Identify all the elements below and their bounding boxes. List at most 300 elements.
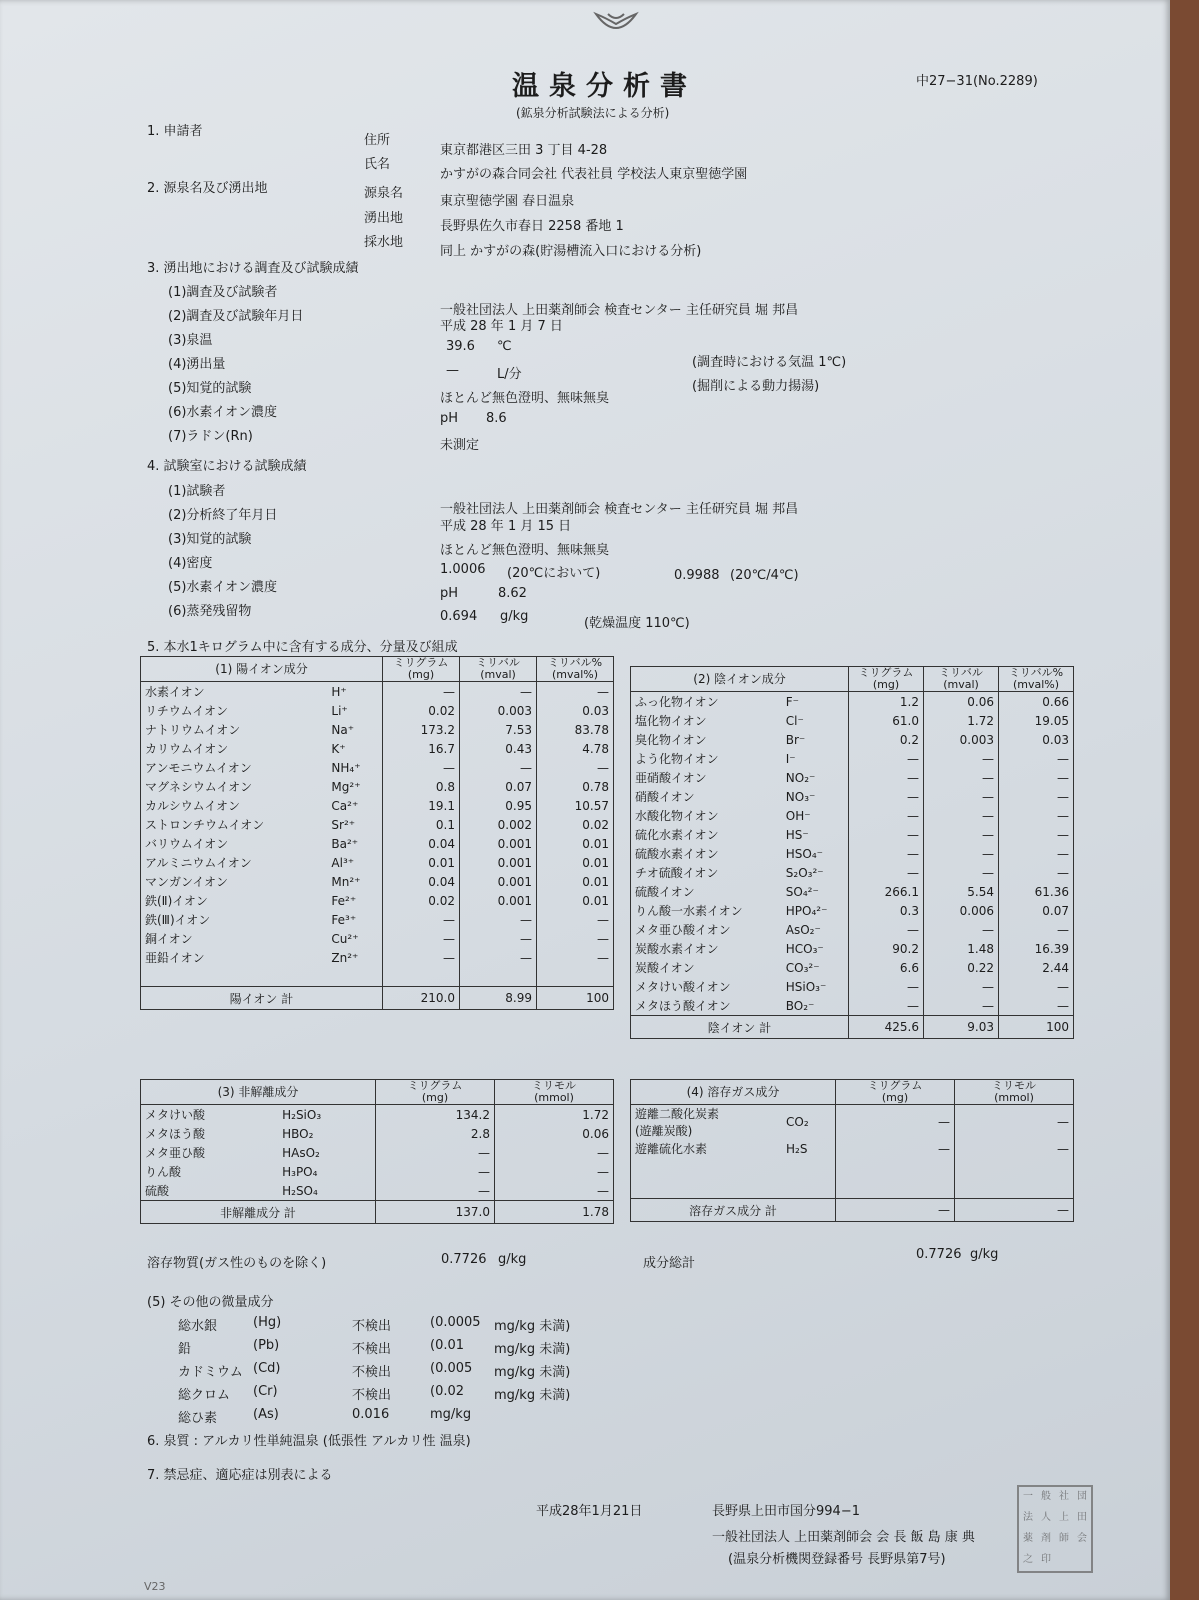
anion-head: (2) 陰イオン成分 [631,667,849,692]
cation-mg: 0.01 [383,853,460,872]
cation-h-mval: ミリバル (mval) [460,657,537,682]
nondiss-total-mg: 137.0 [376,1201,495,1224]
cation-mg: 0.02 [383,701,460,720]
anion-h-pct: ミリバル% (mval%) [999,667,1074,692]
sec4-item: (3)知覚的試験 [168,532,252,547]
sec3-radon: 未測定 [440,438,480,453]
sec4-item: (5)水素イオン濃度 [168,580,278,595]
gas-name [631,1139,783,1158]
footer-date: 平成28年1月21日 [536,1504,643,1519]
gas-row [631,1105,1074,1140]
sec3-flow: — [446,363,459,378]
spring-label: 湧出地 [364,211,404,226]
seal-glyph: 薬 [1023,1533,1033,1544]
anion-mval: 1.48 [924,939,999,958]
cation-row [141,701,614,720]
trace-unit: mg/kg 未満) [494,1319,571,1334]
anion-formula: Br⁻ [782,730,849,749]
anion-row [631,711,1074,730]
nondiss-name-text: りん酸 [145,1165,182,1179]
gas-name-text: 遊離硫化水素 [635,1142,708,1156]
cation-pct: 0.01 [537,853,614,872]
anion-name: りん酸一水素イオン [631,901,782,920]
anion-mg: — [849,768,924,787]
cation-h-pct: ミリバル% (mval%) [537,657,614,682]
anion-name: チオ硫酸イオン [631,863,782,882]
trace-symbol: (Pb) [253,1338,280,1353]
anion-mval: 0.22 [924,958,999,977]
sec3-item: (3)泉温 [168,333,213,348]
cation-row [141,834,614,853]
anion-mval: — [924,920,999,939]
cation-mval: 0.07 [460,777,537,796]
sec4-item: (6)蒸発残留物 [168,604,252,619]
nondiss-row [141,1124,614,1143]
anion-formula: HS⁻ [782,825,849,844]
cation-row [141,910,614,929]
trace-unit: mg/kg 未満) [494,1365,571,1380]
nondiss-name [141,1181,279,1201]
sec3-item: (5)知覚的試験 [168,381,252,396]
anion-mg: 61.0 [849,711,924,730]
nondiss-h-mg: ミリグラム (mg) [376,1080,495,1105]
seal-glyph: 社 [1059,1491,1069,1502]
anion-pct: — [999,825,1074,844]
nondiss-formula: HAsO₂ [278,1143,375,1162]
anion-pct: — [999,768,1074,787]
anion-name: 硝酸イオン [631,787,782,806]
anion-mg: 266.1 [849,882,924,901]
anion-name: ふっ化物イオン [631,692,782,712]
anion-pct: — [999,787,1074,806]
cation-formula: Zn²⁺ [327,948,382,967]
cation-mg: 16.7 [383,739,460,758]
sec3-examiner: 一般社団法人 上田薬剤師会 検査センター 主任研究員 堀 邦昌 [440,303,799,318]
anion-pct: 19.05 [999,711,1074,730]
anion-pct: 16.39 [999,939,1074,958]
cation-mval: 0.43 [460,739,537,758]
anion-pct: — [999,920,1074,939]
cation-mval: 0.001 [460,834,537,853]
gas-total-mmol: — [955,1199,1074,1222]
anion-mval: — [924,806,999,825]
total-unit: g/kg [970,1247,999,1262]
anion-pct: — [999,806,1074,825]
anion-total-pct: 100 [999,1016,1074,1039]
cation-pct: — [537,910,614,929]
cation-mg: 0.02 [383,891,460,910]
trace-symbol: (Hg) [253,1315,282,1330]
trace-name: 総水銀 [178,1319,218,1334]
gas-formula: H₂S [782,1139,835,1158]
cation-formula: Cu²⁺ [327,929,382,948]
anion-pct: 0.66 [999,692,1074,712]
sec4-label: 4. 試験室における試験成績 [147,459,307,474]
anion-mval: — [924,825,999,844]
anion-row [631,920,1074,939]
anion-name: メタほう酸イオン [631,996,782,1016]
total-value: 0.7726 [916,1247,962,1262]
anion-formula: BO₂⁻ [782,996,849,1016]
cation-mg: — [383,758,460,777]
dissolved-unit: g/kg [498,1252,527,1267]
anion-mval: — [924,787,999,806]
cation-pct: 83.78 [537,720,614,739]
sec1-label: 1. 申請者 [147,124,203,139]
cation-pct: 0.01 [537,872,614,891]
sec3-item: (4)湧出量 [168,357,226,372]
footer-org: 一般社団法人 上田薬剤師会 会 長 飯 島 康 典 [712,1530,975,1545]
gas-head: (4) 溶存ガス成分 [631,1080,836,1105]
anion-mg: — [849,825,924,844]
anion-formula: HSO₄⁻ [782,844,849,863]
anion-mg: 1.2 [849,692,924,712]
trace-value: mg/kg [430,1407,472,1422]
cation-formula: Al³⁺ [327,853,382,872]
cation-name: ストロンチウムイオン [141,815,328,834]
anion-mval: — [924,844,999,863]
anion-name: 硫化水素イオン [631,825,782,844]
anion-row [631,882,1074,901]
cation-table [140,656,614,1010]
cation-name: 鉄(Ⅱ)イオン [141,891,328,910]
sec4-date: 平成 28 年 1 月 15 日 [440,519,572,534]
cation-mg: 0.8 [383,777,460,796]
cation-pct: 4.78 [537,739,614,758]
anion-table [630,666,1074,1039]
anion-formula: AsO₂⁻ [782,920,849,939]
cation-formula: Ba²⁺ [327,834,382,853]
official-seal [1017,1485,1093,1573]
gas-mmol: — [955,1139,1074,1158]
anion-row [631,692,1074,712]
anion-formula: HPO₄²⁻ [782,901,849,920]
anion-row [631,939,1074,958]
nondiss-name-text: メタほう酸 [145,1127,206,1141]
anion-formula: Cl⁻ [782,711,849,730]
page-title: 温泉分析書 [512,71,697,102]
sec3-sensory: ほとんど無色澄明、無味無臭 [440,391,610,406]
cation-name: 亜鉛イオン [141,948,328,967]
sec4-ph-label: pH [440,586,459,601]
source-value: 東京聖徳学園 春日温泉 [440,194,575,209]
gas-h-mmol: ミリモル (mmol) [955,1080,1074,1105]
cation-mval: — [460,948,537,967]
anion-mg: — [849,977,924,996]
anion-row [631,730,1074,749]
trace-symbol: (Cr) [253,1384,278,1399]
anion-pct: — [999,749,1074,768]
trace-value: (0.0005 [430,1315,481,1330]
anion-mg: 0.2 [849,730,924,749]
nondiss-row [141,1181,614,1201]
trace-name: 鉛 [178,1342,192,1357]
anion-mval: 0.003 [924,730,999,749]
nondiss-total-mmol: 1.78 [495,1201,614,1224]
cation-pct: 0.78 [537,777,614,796]
trace-head: (5) その他の微量成分 [147,1295,274,1310]
cation-mg: 0.04 [383,834,460,853]
sec4-residue-note: (乾燥温度 110℃) [584,616,690,631]
anion-mg: 90.2 [849,939,924,958]
cation-name: マグネシウムイオン [141,777,328,796]
cation-pct: — [537,948,614,967]
sec4-density2-note: (20℃/4℃) [730,568,799,583]
trace-unit: mg/kg 未満) [494,1342,571,1357]
anion-mval: — [924,977,999,996]
cation-row [141,853,614,872]
anion-mval: — [924,749,999,768]
anion-formula: NO₃⁻ [782,787,849,806]
anion-total-row [631,1016,1074,1039]
sec3-item: (1)調査及び試験者 [168,285,278,300]
anion-mg: — [849,749,924,768]
anion-h-mval: ミリバル (mval) [924,667,999,692]
trace-value: (0.005 [430,1361,473,1376]
nondiss-mmol: 1.72 [495,1105,614,1125]
spring-value: 長野県佐久市春日 2258 番地 1 [440,219,624,234]
seal-glyph: 師 [1059,1533,1069,1544]
anion-mg: 0.3 [849,901,924,920]
nondiss-table [140,1079,614,1224]
nondiss-total-row [141,1201,614,1224]
dissolved-value: 0.7726 [441,1252,487,1267]
anion-mg: — [849,863,924,882]
gas-row [631,1139,1074,1158]
doc-number: 中27−31(No.2289) [916,74,1038,89]
anion-formula: SO₄²⁻ [782,882,849,901]
cation-pct: 0.03 [537,701,614,720]
nondiss-h-mmol: ミリモル (mmol) [495,1080,614,1105]
cation-pct: — [537,758,614,777]
sec3-temp: 39.6 [446,339,475,354]
footer-address: 長野県上田市国分994−1 [712,1504,860,1519]
nondiss-mg: 134.2 [376,1105,495,1125]
anion-name: 硫酸水素イオン [631,844,782,863]
anion-pct: 0.07 [999,901,1074,920]
cation-mval: — [460,929,537,948]
gas-name-sub: (遊離炭酸) [635,1124,693,1138]
anion-name: 水酸化物イオン [631,806,782,825]
source-label: 源泉名 [364,186,404,201]
anion-mval: 5.54 [924,882,999,901]
page-subtitle: (鉱泉分析試験法による分析) [516,106,670,120]
cation-total-mg: 210.0 [383,987,460,1010]
seal-glyph: 法 [1023,1512,1033,1523]
gas-mmol: — [955,1105,1074,1140]
sec4-item: (4)密度 [168,556,213,571]
nondiss-formula: H₂SiO₃ [278,1105,375,1125]
trace-result: 不検出 [352,1319,392,1334]
cation-mg: 19.1 [383,796,460,815]
cation-row [141,739,614,758]
nondiss-mmol: — [495,1143,614,1162]
cation-total-mval: 8.99 [460,987,537,1010]
cation-row [141,758,614,777]
cation-mval: 0.001 [460,853,537,872]
anion-row [631,958,1074,977]
anion-pct: — [999,844,1074,863]
nondiss-mg: — [376,1162,495,1181]
cation-mg: — [383,682,460,702]
sec3-date: 平成 28 年 1 月 7 日 [440,319,563,334]
cation-head: (1) 陽イオン成分 [141,657,383,682]
cation-formula: NH₄⁺ [327,758,382,777]
anion-formula: S₂O₃²⁻ [782,863,849,882]
trace-symbol: (As) [253,1407,279,1422]
sec3-flow-note: (掘削による動力揚湯) [692,379,820,394]
sec4-density2: 0.9988 [674,568,720,583]
cation-row [141,720,614,739]
anion-total-mval: 9.03 [924,1016,999,1039]
gas-formula: CO₂ [782,1105,835,1140]
cation-pct: — [537,682,614,702]
cation-mg: — [383,910,460,929]
cation-formula: Fe³⁺ [327,910,382,929]
cation-mval: 0.001 [460,891,537,910]
anion-formula: HSiO₃⁻ [782,977,849,996]
cation-row [141,891,614,910]
anion-formula: F⁻ [782,692,849,712]
dissolved-label: 溶存物質(ガス性のものを除く) [147,1256,327,1271]
nondiss-row [141,1105,614,1125]
cation-formula: Na⁺ [327,720,382,739]
sample-value: 同上 かすがの森(貯湯槽流入口における分析) [440,244,702,259]
nondiss-formula: H₂SO₄ [278,1181,375,1201]
anion-name: メタ亜ひ酸イオン [631,920,782,939]
name-label: 氏名 [364,157,391,172]
anion-row [631,901,1074,920]
gas-total-row [631,1199,1074,1222]
sec5-label: 5. 本水1キログラム中に含有する成分、分量及び組成 [147,640,458,655]
sec3-temp-unit: ℃ [497,339,512,354]
seal-glyph: 人 [1041,1512,1051,1523]
cation-mval: 0.95 [460,796,537,815]
sec4-density: 1.0006 [440,562,486,577]
anion-name: 硫酸イオン [631,882,782,901]
seal-glyph: 上 [1059,1512,1069,1523]
anion-mg: — [849,787,924,806]
sec2-label: 2. 源泉名及び湧出地 [147,181,268,196]
sec3-ph-label: pH [440,411,459,426]
cation-total-pct: 100 [537,987,614,1010]
cation-name: カリウムイオン [141,739,328,758]
nondiss-name [141,1143,279,1162]
trace-name: カドミウム [178,1365,243,1380]
gas-name-text: 遊離二酸化炭素 [635,1107,720,1121]
trace-value: (0.02 [430,1384,465,1399]
cation-formula: Mg²⁺ [327,777,382,796]
sec4-sensory: ほとんど無色澄明、無味無臭 [440,543,610,558]
anion-row [631,787,1074,806]
name-value: かすがの森合同会社 代表社員 学校法人東京聖徳学園 [440,167,748,182]
gas-mg: — [836,1139,955,1158]
anion-mval: — [924,996,999,1016]
seal-glyph: 印 [1041,1554,1051,1565]
trace-unit: mg/kg 未満) [494,1388,571,1403]
cation-formula: H⁺ [327,682,382,702]
cation-pct: 0.02 [537,815,614,834]
sec4-residue-unit: g/kg [500,609,529,624]
anion-mval: 1.72 [924,711,999,730]
sec6-quality: 6. 泉質 : アルカリ性単純温泉 (低張性 アルカリ性 温泉) [147,1434,471,1449]
trace-name: 総クロム [178,1388,231,1403]
nondiss-head: (3) 非解離成分 [141,1080,376,1105]
cation-formula: Mn²⁺ [327,872,382,891]
cation-formula: K⁺ [327,739,382,758]
cation-row [141,815,614,834]
anion-formula: NO₂⁻ [782,768,849,787]
anion-pct: — [999,996,1074,1016]
anion-formula: OH⁻ [782,806,849,825]
sec4-density-note: (20℃において) [507,566,601,581]
anion-row [631,863,1074,882]
sec3-temp-note: (調査時における気温 1℃) [692,355,847,370]
nondiss-mmol: 0.06 [495,1124,614,1143]
anion-row [631,977,1074,996]
seal-glyph: 田 [1077,1512,1087,1523]
cation-mval: 0.001 [460,872,537,891]
nondiss-mg: — [376,1181,495,1201]
cation-name: ナトリウムイオン [141,720,328,739]
gas-h-mg: ミリグラム (mg) [836,1080,955,1105]
nondiss-mg: — [376,1143,495,1162]
anion-h-mg: ミリグラム (mg) [849,667,924,692]
anion-pct: 2.44 [999,958,1074,977]
anion-name: 塩化物イオン [631,711,782,730]
footer-reg: (温泉分析機関登録番号 長野県第7号) [728,1552,946,1567]
trace-result: 不検出 [352,1365,392,1380]
anion-name: 臭化物イオン [631,730,782,749]
anion-pct: 61.36 [999,882,1074,901]
anion-pct: — [999,977,1074,996]
anion-name: メタけい酸イオン [631,977,782,996]
sec4-ph: 8.62 [498,586,527,601]
gas-total-label: 溶存ガス成分 計 [631,1199,836,1222]
nondiss-mmol: — [495,1181,614,1201]
cation-formula: Li⁺ [327,701,382,720]
cation-name: カルシウムイオン [141,796,328,815]
cation-mval: — [460,910,537,929]
anion-formula: HCO₃⁻ [782,939,849,958]
trace-result: 0.016 [352,1407,390,1422]
anion-name: 炭酸イオン [631,958,782,977]
cation-row [141,948,614,967]
anion-row [631,749,1074,768]
gas-table [630,1079,1074,1222]
cation-name: 鉄(Ⅲ)イオン [141,910,328,929]
nondiss-row [141,1162,614,1181]
anion-pct: — [999,863,1074,882]
anion-row [631,825,1074,844]
anion-row [631,768,1074,787]
sec3-label: 3. 湧出地における調査及び試験成績 [147,261,359,276]
sec4-residue: 0.694 [440,609,478,624]
trace-result: 不検出 [352,1342,392,1357]
nondiss-name [141,1105,279,1125]
cation-mval: 0.003 [460,701,537,720]
cation-total-row [141,987,614,1010]
anion-name: よう化物イオン [631,749,782,768]
sample-label: 採水地 [364,235,404,250]
nondiss-name [141,1162,279,1181]
trace-result: 不検出 [352,1388,392,1403]
anion-total-label: 陰イオン 計 [631,1016,849,1039]
cation-mval: — [460,682,537,702]
address-label: 住所 [364,133,391,148]
sec7-note: 7. 禁忌症、適応症は別表による [147,1468,333,1483]
anion-pct: 0.03 [999,730,1074,749]
